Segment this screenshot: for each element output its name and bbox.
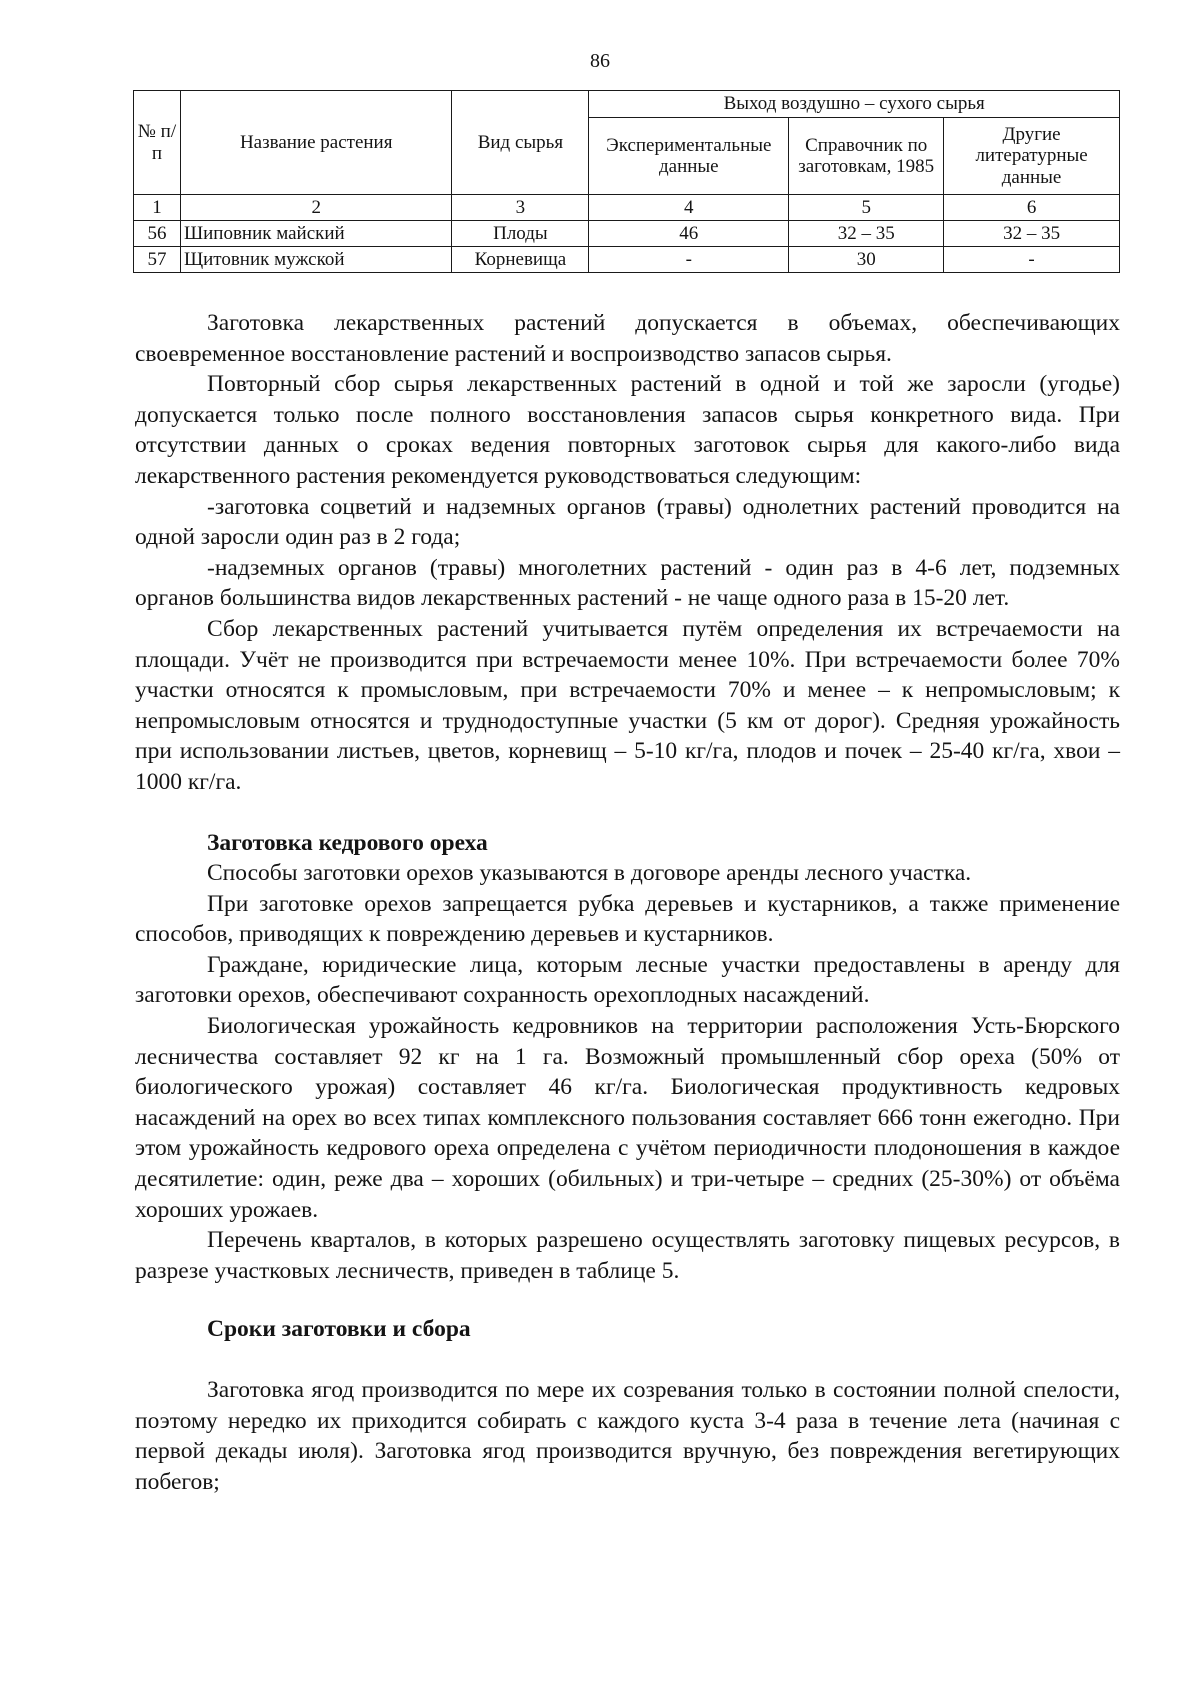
cell-kind: Плоды (452, 221, 589, 247)
header-other: Другие литературные данные (944, 118, 1120, 195)
paragraph: Сбор лекарственных растений учитывается путём определения их встречаемости на площади. Учёт не производится при встречаемости менее 10%. При встречаемости более 70% участки относятся к промысловым, при встречаемости 70% и менее – к непромысловым; к непромысловым относятся и труднодоступные участки (5 км от дорог). Средняя урожайность при использовании листьев, цветов, корневищ – 5-10 кг/га, плодов и почек – 25-40 кг/га, хвои – 1000 кг/га. (135, 615, 1120, 795)
header-name: Название растения (180, 91, 452, 195)
header-experimental: Экспериментальные данные (589, 118, 789, 195)
paragraph: Заготовка ягод производится по мере их созревания только в состоянии полной спелости, поэтому нередко их приходится собирать с каждого куста 3-4 раза в течение лета (начиная с первой декады июля). Заготовка ягод производится вручную, без повреждения вегетирующих побегов; (135, 1377, 1120, 1495)
cell-experimental: - (589, 247, 789, 273)
plant-yield-table (133, 90, 1120, 273)
index-cell: 1 (134, 195, 181, 221)
section-heading-harvest-terms: Сроки заготовки и сбора (207, 1316, 471, 1343)
cell-name: Щитовник мужской (180, 247, 452, 273)
index-cell: 2 (180, 195, 452, 221)
cell-reference: 32 – 35 (789, 221, 944, 247)
table-row (134, 221, 1120, 247)
paragraph: При заготовке орехов запрещается рубка деревьев и кустарников, а также применение способов, приводящих к повреждению деревьев и кустарников. (135, 890, 1120, 948)
index-cell: 3 (452, 195, 589, 221)
index-cell: 5 (789, 195, 944, 221)
document-body (135, 308, 1120, 1497)
index-cell: 6 (944, 195, 1120, 221)
cell-name: Шиповник майский (180, 221, 452, 247)
spacer (135, 1345, 1120, 1375)
page-number: 86 (590, 50, 610, 72)
spacer (135, 798, 1120, 828)
spacer (135, 1286, 1120, 1314)
cell-kind: Корневища (452, 247, 589, 273)
index-cell: 4 (589, 195, 789, 221)
paragraph: Биологическая урожайность кедровников на территории расположения Усть-Бюрского лесничества составляет 92 кг на 1 га. Возможный промышленный сбор ореха (50% от биологического урожая) составляет 46 кг/га. Биологическая продуктивность кедровых насаждений на орех во всех типах комплексного пользования составляет 666 тонн ежегодно. При этом урожайность кедрового ореха определена с учётом периодичности плодоношения в каждое десятилетие: один, реже два – хороших (обильных) и три-четыре – средних (25-30%) от объёма хороших урожаев. (135, 1013, 1120, 1223)
header-kind: Вид сырья (452, 91, 589, 195)
cell-num: 57 (134, 247, 181, 273)
paragraph: Повторный сбор сырья лекарственных растений в одной и той же заросли (угодье) допускается только после полного восстановления запасов сырья конкретного вида. При отсутствии данных о сроках ведения повторных заготовок сырья для какого-либо вида лекарственного растения рекомендуется руководствоваться следующим: (135, 371, 1120, 489)
paragraph: -заготовка соцветий и надземных органов (травы) однолетних растений проводится на одной заросли один раз в 2 года; (135, 493, 1120, 551)
paragraph: Заготовка лекарственных растений допускается в объемах, обеспечивающих своевременное восстановление растений и воспроизводство запасов сырья. (135, 310, 1120, 367)
paragraph: Граждане, юридические лица, которым лесные участки предоставлены в аренду для заготовки орехов, обеспечивают сохранность орехоплодных насаждений. (135, 951, 1120, 1009)
table-index-row (134, 195, 1120, 221)
cell-num: 56 (134, 221, 181, 247)
cell-other: - (944, 247, 1120, 273)
table-row (134, 247, 1120, 273)
paragraph: Перечень кварталов, в которых разрешено осуществлять заготовку пищевых ресурсов, в разрезе участковых лесничеств, приведен в таблице 5. (135, 1227, 1120, 1284)
header-reference: Справочник по заготовкам, 1985 (789, 118, 944, 195)
cell-other: 32 – 35 (944, 221, 1120, 247)
paragraph: Способы заготовки орехов указываются в договоре аренды лесного участка. (207, 860, 972, 887)
cell-reference: 30 (789, 247, 944, 273)
paragraph: -надземных органов (травы) многолетних растений - один раз в 4-6 лет, подземных органов большинства видов лекарственных растений - не чаще одного раза в 15-20 лет. (135, 554, 1120, 612)
cell-experimental: 46 (589, 221, 789, 247)
header-yield-group: Выход воздушно – сухого сырья (589, 91, 1120, 118)
section-heading-cedar-nut: Заготовка кедрового ореха (207, 829, 488, 856)
header-num: № п/п (134, 91, 181, 195)
